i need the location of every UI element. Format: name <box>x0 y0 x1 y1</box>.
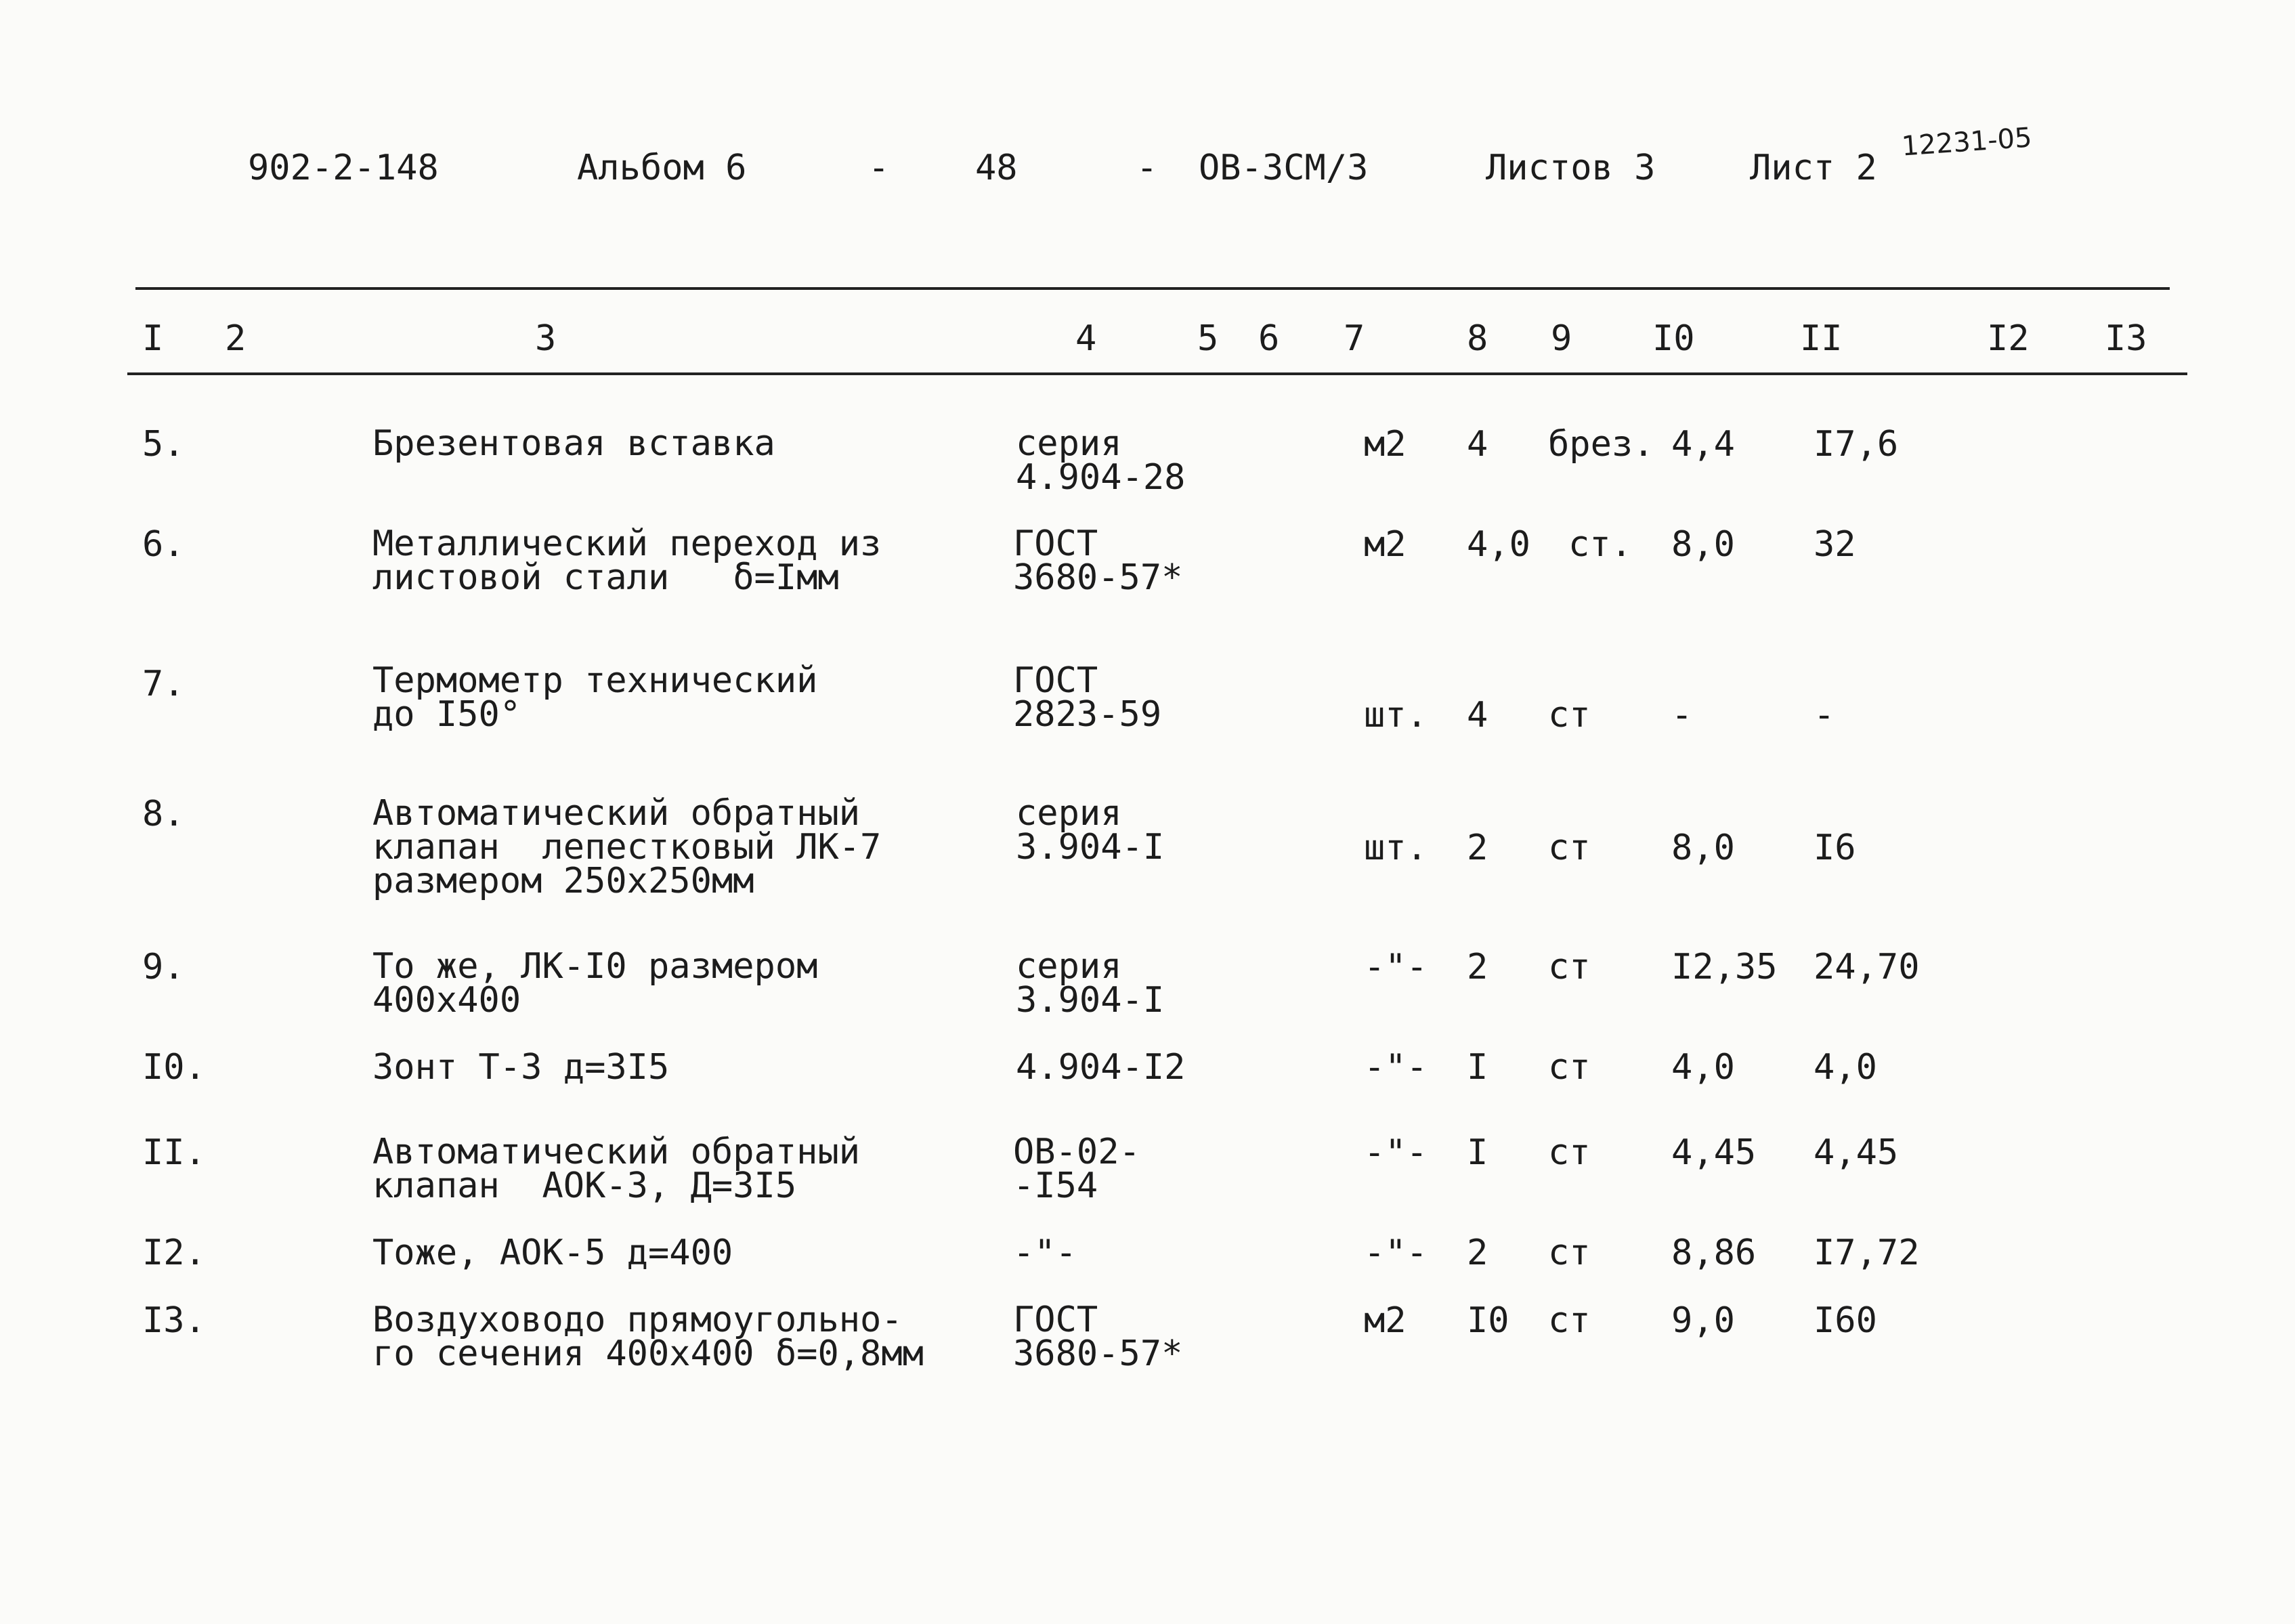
col-header-2: 2 <box>225 318 246 359</box>
item-name: Воздуховодо прямоугольно- го сечения 400х400 δ=0,8мм <box>372 1300 924 1374</box>
item-material: ст <box>1548 1233 1591 1273</box>
item-quantity: I <box>1467 1047 1488 1088</box>
item-reference: серия 3.904-I <box>1016 793 1165 868</box>
row-number: II. <box>142 1132 206 1173</box>
album-label: Альбом 6 <box>577 148 747 188</box>
row-number: 7. <box>142 664 185 704</box>
item-material: ст <box>1548 1132 1591 1173</box>
item-total-weight: - <box>1814 695 1835 735</box>
sheet-number: Лист 2 <box>1750 148 1877 188</box>
item-unit-weight: 4,4 <box>1671 424 1735 465</box>
item-name: Автоматический обратный клапан лепестковый ЛК-7 размером 250х250мм <box>372 793 882 901</box>
item-unit: -"- <box>1364 1233 1428 1273</box>
item-material: ст <box>1548 1300 1591 1341</box>
col-header-11: II <box>1800 318 1843 359</box>
item-name: Металлический переход из листовой стали δ=Iмм <box>372 523 882 598</box>
item-quantity: 2 <box>1467 947 1488 987</box>
item-reference: ОВ-02- -I54 <box>1013 1132 1140 1206</box>
col-header-1: I <box>142 318 164 359</box>
item-unit-weight: 8,0 <box>1671 828 1735 868</box>
col-header-5: 5 <box>1197 318 1219 359</box>
item-unit-weight: 8,0 <box>1671 524 1735 565</box>
item-quantity: I0 <box>1467 1300 1509 1341</box>
item-unit: м2 <box>1364 1300 1407 1341</box>
item-total-weight: I7,6 <box>1814 424 1899 465</box>
item-material: ст <box>1548 828 1591 868</box>
col-header-12: I2 <box>1987 318 2030 359</box>
item-quantity: 4 <box>1467 424 1488 465</box>
row-number: 5. <box>142 424 185 465</box>
item-unit: м2 <box>1364 424 1407 465</box>
item-quantity: I <box>1467 1132 1488 1173</box>
item-name: Термометр технический до I50° <box>372 660 818 735</box>
row-number: 6. <box>142 524 185 565</box>
item-quantity: 2 <box>1467 828 1488 868</box>
col-header-13: I3 <box>2105 318 2147 359</box>
item-material: ст <box>1548 947 1591 987</box>
row-number: 9. <box>142 947 185 987</box>
document-code: ОВ-ЗСМ/3 <box>1199 148 1369 188</box>
col-header-6: 6 <box>1258 318 1280 359</box>
item-unit-weight: 8,86 <box>1671 1233 1757 1273</box>
item-unit: -"- <box>1364 1047 1428 1088</box>
col-header-4: 4 <box>1075 318 1097 359</box>
item-name: Зонт Т-3 д=3I5 <box>372 1047 670 1088</box>
row-number: I3. <box>142 1300 206 1341</box>
item-reference: серия 3.904-I <box>1016 946 1165 1021</box>
item-name: То же, ЛК-I0 размером 400х400 <box>372 946 818 1021</box>
item-name: Брезентовая вставка <box>372 423 775 464</box>
item-name: Автоматический обратный клапан АОК-3, Д=3I5 <box>372 1132 861 1206</box>
item-unit: шт. <box>1364 828 1428 868</box>
item-total-weight: I7,72 <box>1814 1233 1920 1273</box>
header-number: 48 <box>975 148 1018 188</box>
item-total-weight: 4,45 <box>1814 1132 1899 1173</box>
item-quantity: 4,0 <box>1467 524 1530 565</box>
col-header-3: 3 <box>535 318 557 359</box>
item-total-weight: I60 <box>1814 1300 1877 1341</box>
row-number: 8. <box>142 794 185 834</box>
col-header-8: 8 <box>1467 318 1488 359</box>
item-unit: -"- <box>1364 1132 1428 1173</box>
project-number: 902-2-148 <box>248 148 439 188</box>
header-dash-1: - <box>868 148 890 188</box>
item-reference: ГОСТ 3680-57* <box>1013 523 1183 598</box>
item-material: ст. <box>1568 524 1632 565</box>
item-reference: 4.904-I2 <box>1016 1047 1186 1088</box>
item-reference: ГОСТ 2823-59 <box>1013 660 1162 735</box>
item-unit-weight: I2,35 <box>1671 947 1778 987</box>
item-material: брез. <box>1548 424 1654 465</box>
col-header-9: 9 <box>1551 318 1572 359</box>
header-dash-2: - <box>1136 148 1158 188</box>
header-rule-bottom <box>127 372 2187 375</box>
item-total-weight: 32 <box>1814 524 1856 565</box>
item-reference: -"- <box>1013 1233 1077 1273</box>
col-header-7: 7 <box>1344 318 1365 359</box>
item-unit-weight: 4,45 <box>1671 1132 1757 1173</box>
item-name: Тоже, АОК-5 д=400 <box>372 1233 733 1273</box>
item-quantity: 2 <box>1467 1233 1488 1273</box>
item-quantity: 4 <box>1467 695 1488 735</box>
col-header-10: I0 <box>1652 318 1695 359</box>
row-number: I0. <box>142 1047 206 1088</box>
item-total-weight: 24,70 <box>1814 947 1920 987</box>
row-number: I2. <box>142 1233 206 1273</box>
item-reference: серия 4.904-28 <box>1016 423 1186 498</box>
item-unit-weight: 9,0 <box>1671 1300 1735 1341</box>
item-unit: -"- <box>1364 947 1428 987</box>
item-reference: ГОСТ 3680-57* <box>1013 1300 1183 1374</box>
item-unit: м2 <box>1364 524 1407 565</box>
sheets-total: Листов 3 <box>1486 148 1656 188</box>
header-rule-top <box>135 287 2170 290</box>
item-total-weight: I6 <box>1814 828 1856 868</box>
item-material: ст <box>1548 1047 1591 1088</box>
item-material: ст <box>1548 695 1591 735</box>
item-unit-weight: 4,0 <box>1671 1047 1735 1088</box>
handwritten-mark: 12231-05 <box>1900 122 2033 163</box>
item-unit-weight: - <box>1671 695 1693 735</box>
item-total-weight: 4,0 <box>1814 1047 1877 1088</box>
item-unit: шт. <box>1364 695 1428 735</box>
